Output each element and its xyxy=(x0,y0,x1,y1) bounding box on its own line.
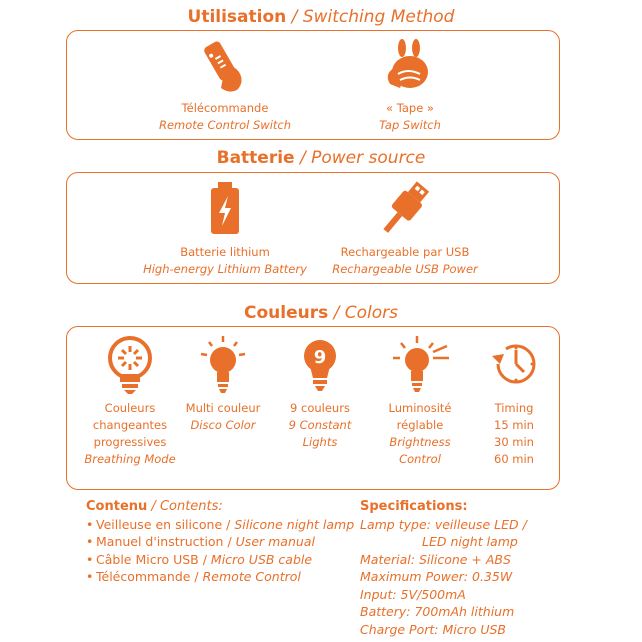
tap-hand-icon xyxy=(380,38,440,94)
contents-item: • Manuel d'instruction / User manual xyxy=(96,533,356,551)
spec-line: Material: Silicone + ABS xyxy=(360,551,511,567)
color-item-nine: 9 9 couleurs 9 Constant Lights xyxy=(270,334,370,451)
spec-line: Battery: 700mAh lithium xyxy=(360,604,515,619)
contents-heading: Contenu / Contents: xyxy=(86,499,223,514)
disco-bulb-icon xyxy=(195,334,251,394)
switch-item-tap: « Tape » Tap Switch xyxy=(325,38,495,134)
usb-cable-icon xyxy=(375,180,435,238)
power-title: Batterie / Power source xyxy=(216,148,426,168)
battery-icon xyxy=(195,180,255,238)
remote-control-icon xyxy=(195,38,255,94)
brightness-bulb-icon xyxy=(389,334,451,394)
power-item-battery: Batterie lithium High-energy Lithium Battery xyxy=(135,180,315,278)
colors-title: Couleurs / Colors xyxy=(243,303,399,323)
spec-line: Lamp type: veilleuse LED / xyxy=(360,516,527,532)
specs-section xyxy=(360,498,630,638)
spec-line: Charge Port: Micro USB xyxy=(360,621,507,637)
contents-item: • Câble Micro USB / Micro USB cable xyxy=(96,551,356,569)
specs-heading: Specifications: xyxy=(360,499,468,514)
color-item-breathing: Couleurs changeantes progressives Breathing Mode xyxy=(82,334,178,468)
breathing-bulb-icon xyxy=(102,334,158,394)
switch-item-remote: Télécommande Remote Control Switch xyxy=(140,38,310,134)
contents-item: • Veilleuse en silicone / Silicone night lamp xyxy=(96,516,356,534)
contents-list xyxy=(86,516,356,586)
power-item-usb: Rechargeable par USB Rechargeable USB Power xyxy=(315,180,495,278)
spec-line: Maximum Power: 0.35W xyxy=(360,569,513,584)
color-item-disco: Multi couleur Disco Color xyxy=(176,334,270,434)
nine-badge-text: 9 xyxy=(313,347,327,368)
nine-colors-bulb-icon xyxy=(292,334,348,394)
spec-line: LED night lamp xyxy=(422,534,518,549)
contents-section xyxy=(86,498,356,586)
color-item-brightness: Luminosité réglable Brightness Control xyxy=(370,334,470,468)
color-item-timing: Timing 15 min 30 min 60 min xyxy=(472,334,556,468)
timer-icon xyxy=(486,334,542,394)
contents-item: • Télécommande / Remote Control xyxy=(96,568,356,586)
switching-title: Utilisation / Switching Method xyxy=(187,7,455,27)
spec-line: Input: 5V/500mA xyxy=(360,586,466,602)
